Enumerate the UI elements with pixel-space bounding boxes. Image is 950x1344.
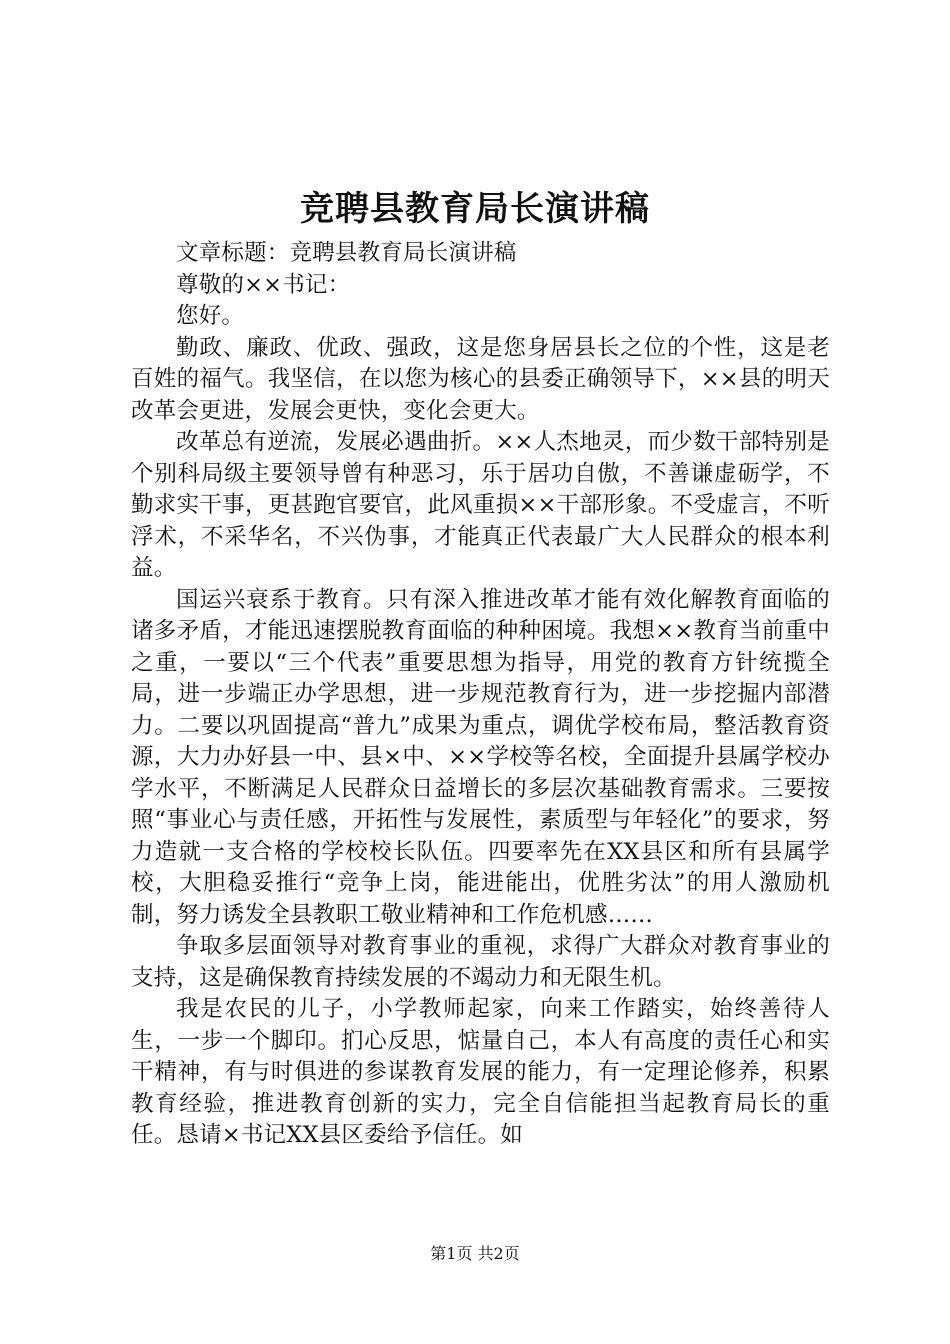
document-body	[131, 238, 830, 1152]
paragraph-article-title: 文章标题：竞聘县教育局长演讲稿	[176, 240, 517, 266]
page-number-footer: 第1页 共2页	[430, 1244, 520, 1263]
paragraph-body-2: 改革总有逆流，发展必遇曲折。××人杰地灵，而少数干部特别是个别科局级主要领导曾有种恶习，乐于居功自傲，不善谦虚砺学，不勤求实干事，更甚跑官要官，此风重损××干部形象。不受虚言，不听浮术，不采华名，不兴伪事，才能真正代表最广大人民群众的根本利益。	[131, 429, 830, 581]
paragraph-greeting: 您好。	[176, 303, 245, 329]
paragraph-body-5: 我是农民的儿子，小学教师起家，向来工作踏实，始终善待人生，一步一个脚印。扪心反思，惦量自己，本人有高度的责任心和实干精神，有与时俱进的参谋教育发展的能力，有一定理论修养，积累教育经验，推进教育创新的实力，完全自信能担当起教育局长的重任。恳请×书记XX县区委给予信任。如	[131, 996, 830, 1148]
paragraph-salutation: 尊敬的××书记：	[176, 271, 351, 298]
paragraph-body-1: 勤政、廉政、优政、强政，这是您身居县长之位的个性，这是老百姓的福气。我坚信，在以您为核心的县委正确领导下，××县的明天改革会更进，发展会更快，变化会更大。	[131, 334, 830, 424]
paragraph-body-3: 国运兴衰系于教育。只有深入推进改革才能有效化解教育面临的诸多矛盾，才能迅速摆脱教育面临的种种困境。我想××教育当前重中之重，一要以“三个代表”重要思想为指导，用党的教育方针统揽全局，进一步端正办学思想，进一步规范教育行为，进一步挖掘内部潜力。二要以巩固提高“普九”成果为重点，调优学校布局，整活教育资源，大力办好县一中、县×中、××学校等名校，全面提升县属学校办学水平，不断满足人民群众日益增长的多层次基础教育需求。三要按照“事业心与责任感，开拓性与发展性，素质型与年轻化”的要求，努力造就一支合格的学校校长队伍。四要率先在XX县区和所有县属学校，大胆稳妥推行“竞争上岗，能进能出，优胜劣汰”的用人激励机制，努力诱发全县教职工敬业精神和工作危机感……	[131, 586, 830, 928]
paragraph-body-4: 争取多层面领导对教育事业的重视，求得广大群众对教育事业的支持，这是确保教育持续发展的不竭动力和无限生机。	[131, 933, 830, 991]
document-title: 竞聘县教育局长演讲稿	[300, 189, 650, 229]
